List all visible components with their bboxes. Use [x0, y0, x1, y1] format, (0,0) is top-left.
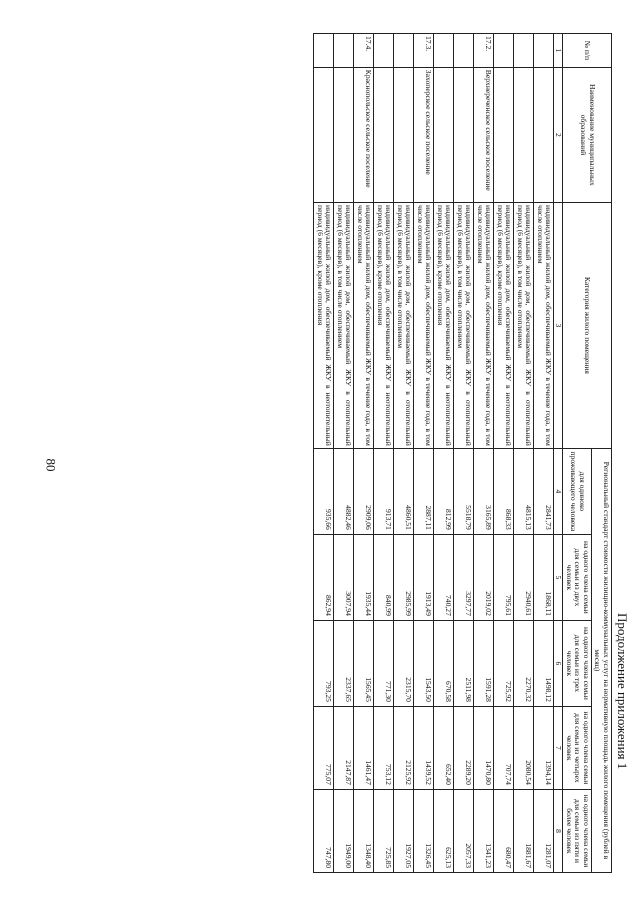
table-row: [494, 34, 514, 873]
row-number-cell: [514, 34, 534, 68]
row-number-cell: [374, 34, 394, 68]
value-cell: 913,71: [374, 448, 394, 534]
value-cell: 3165,89: [474, 448, 494, 534]
value-cell: 4882,46: [334, 448, 354, 534]
value-cell: 707,74: [494, 706, 514, 789]
table-row: [354, 34, 374, 873]
table-row: [394, 34, 414, 873]
header-c7: на одного члена семьи для семьи из четырех человек: [563, 706, 592, 789]
index-cell: 6: [554, 620, 563, 706]
value-cell: 812,99: [434, 448, 454, 534]
header-c4: для одиноко проживающего человека: [563, 448, 592, 534]
value-cell: 3007,94: [334, 534, 354, 620]
row-number-cell: [334, 34, 354, 68]
row-number-cell: 17.3.: [414, 34, 434, 68]
category-cell: индивидуальный жилой дом, обеспечиваемый ЖКУ в неотопительный период (6 месяцев), кроме отопления: [494, 203, 514, 449]
value-cell: 652,40: [434, 706, 454, 789]
value-cell: 2909,06: [354, 448, 374, 534]
value-cell: 5518,79: [454, 448, 474, 534]
value-cell: 2315,70: [394, 620, 414, 706]
table-row: [434, 34, 454, 873]
header-group: Региональный стандарт стоимости жилищно-коммунальных услуг на нормативную площадь жилого помещения (рублей в месяц): [592, 448, 612, 872]
category-cell: индивидуальный жилой дом, обеспечиваемый ЖКУ в отопительный период (6 месяцев), в том числе отоплением: [514, 203, 534, 449]
value-cell: 680,47: [494, 789, 514, 872]
value-cell: 1868,11: [534, 534, 554, 620]
index-cell: 4: [554, 448, 563, 534]
municipality-name-cell: [494, 67, 514, 202]
municipality-name-cell: [434, 67, 454, 202]
value-cell: 4815,13: [514, 448, 534, 534]
value-cell: 2057,33: [454, 789, 474, 872]
value-cell: 795,61: [494, 534, 514, 620]
header-name: Наименование муниципальных образований: [563, 67, 612, 202]
index-cell: 5: [554, 534, 563, 620]
value-cell: 1341,23: [474, 789, 494, 872]
index-cell: 7: [554, 706, 563, 789]
row-number-cell: 17.4.: [354, 34, 374, 68]
header-row: [592, 34, 612, 873]
category-cell: индивидуальный жилой дом, обеспечиваемый ЖКУ в течение года, в том числе отоплением: [414, 203, 434, 449]
municipality-name-cell: Верхнереченское сельское поселение: [474, 67, 494, 202]
row-number-cell: [434, 34, 454, 68]
value-cell: 2125,92: [394, 706, 414, 789]
value-cell: 1439,52: [414, 706, 434, 789]
table-row: [314, 34, 334, 873]
value-cell: 1326,45: [414, 789, 434, 872]
value-cell: 1935,44: [354, 534, 374, 620]
value-cell: 1565,45: [354, 620, 374, 706]
value-cell: 2841,73: [534, 448, 554, 534]
category-cell: индивидуальный жилой дом, обеспечиваемый ЖКУ в течение года, в том числе отоплением: [534, 203, 554, 449]
value-cell: 771,30: [374, 620, 394, 706]
value-cell: 2337,65: [334, 620, 354, 706]
table-row: [454, 34, 474, 873]
value-cell: 862,94: [314, 534, 334, 620]
category-cell: индивидуальный жилой дом, обеспечиваемый ЖКУ в отопительный период (6 месяцев), в том числе отоплением: [334, 203, 354, 449]
row-number-cell: 17.2.: [474, 34, 494, 68]
value-cell: 625,13: [434, 789, 454, 872]
index-cell: 8: [554, 789, 563, 872]
value-cell: 2019,02: [474, 534, 494, 620]
category-cell: индивидуальный жилой дом, обеспечиваемый ЖКУ в течение года, в том числе отоплением: [474, 203, 494, 449]
value-cell: 2940,61: [514, 534, 534, 620]
value-cell: 2289,20: [454, 706, 474, 789]
category-cell: индивидуальный жилой дом, обеспечиваемый ЖКУ в течение года, в том числе отоплением: [354, 203, 374, 449]
rates-table: [313, 33, 612, 873]
value-cell: 2270,32: [514, 620, 534, 706]
continuation-title: Продолжение приложения 1: [615, 613, 630, 770]
municipality-name-cell: [334, 67, 354, 202]
value-cell: 4860,51: [394, 448, 414, 534]
value-cell: 753,12: [374, 706, 394, 789]
category-cell: индивидуальный жилой дом, обеспечиваемый ЖКУ в отопительный период (6 месяцев), в том числе отоплением: [454, 203, 474, 449]
value-cell: 2147,87: [334, 706, 354, 789]
table-row: [374, 34, 394, 873]
table-row: [414, 34, 434, 873]
header-c6: на одного члена семьи для семьи из трех человек: [563, 620, 592, 706]
value-cell: 1461,47: [354, 706, 374, 789]
value-cell: 1394,14: [534, 706, 554, 789]
rotated-page: [40, 33, 640, 873]
value-cell: 1281,07: [534, 789, 554, 872]
index-row: [554, 34, 563, 873]
value-cell: 2080,54: [514, 706, 534, 789]
table-body: [314, 34, 554, 873]
municipality-name-cell: Краснопольское сельское поселение: [354, 67, 374, 202]
value-cell: 2985,99: [394, 534, 414, 620]
value-cell: 1470,80: [474, 706, 494, 789]
value-cell: 1543,50: [414, 620, 434, 706]
municipality-name-cell: [514, 67, 534, 202]
category-cell: индивидуальный жилой дом, обеспечиваемый ЖКУ в неотопительный период (6 месяцев), кроме отопления: [374, 203, 394, 449]
row-number-cell: [494, 34, 514, 68]
value-cell: 3297,77: [454, 534, 474, 620]
table-row: [334, 34, 354, 873]
row-number-cell: [394, 34, 414, 68]
table-row: [474, 34, 494, 873]
value-cell: 747,80: [314, 789, 334, 872]
header-c8: на одного члена семьи для семьи из пяти и более человек: [563, 789, 592, 872]
index-cell: 2: [554, 67, 563, 202]
header-no: № п/п: [563, 34, 612, 68]
row-number-cell: [534, 34, 554, 68]
category-cell: индивидуальный жилой дом, обеспечиваемый ЖКУ в неотопительный период (6 месяцев), кроме отопления: [314, 203, 334, 449]
value-cell: 1881,67: [514, 789, 534, 872]
value-cell: 1591,28: [474, 620, 494, 706]
value-cell: 1498,12: [534, 620, 554, 706]
row-number-cell: [454, 34, 474, 68]
value-cell: 935,66: [314, 448, 334, 534]
category-cell: индивидуальный жилой дом, обеспечиваемый ЖКУ в неотопительный период (6 месяцев), кроме отопления: [434, 203, 454, 449]
municipality-name-cell: [374, 67, 394, 202]
municipality-name-cell: [314, 67, 334, 202]
value-cell: 2887,11: [414, 448, 434, 534]
category-cell: индивидуальный жилой дом, обеспечиваемый ЖКУ в отопительный период (6 месяцев), в том числе отоплением: [394, 203, 414, 449]
municipality-name-cell: [394, 67, 414, 202]
value-cell: 1913,49: [414, 534, 434, 620]
value-cell: 793,25: [314, 620, 334, 706]
municipality-name-cell: Захоперское сельское поселение: [414, 67, 434, 202]
table-row: [534, 34, 554, 873]
index-cell: 3: [554, 203, 563, 449]
value-cell: 1949,00: [334, 789, 354, 872]
header-c5: на одного члена семьи для семьи из двух человек: [563, 534, 592, 620]
value-cell: 2511,98: [454, 620, 474, 706]
value-cell: 670,58: [434, 620, 454, 706]
value-cell: 1927,05: [394, 789, 414, 872]
value-cell: 725,92: [494, 620, 514, 706]
value-cell: 725,85: [374, 789, 394, 872]
value-cell: 868,33: [494, 448, 514, 534]
value-cell: 1348,40: [354, 789, 374, 872]
municipality-name-cell: [454, 67, 474, 202]
value-cell: 740,27: [434, 534, 454, 620]
table-row: [514, 34, 534, 873]
value-cell: 840,99: [374, 534, 394, 620]
index-cell: 1: [554, 34, 563, 68]
value-cell: 775,07: [314, 706, 334, 789]
header-category: Категория жилого помещения: [563, 203, 612, 449]
municipality-name-cell: [534, 67, 554, 202]
page-number-text: 80: [43, 458, 58, 472]
row-number-cell: [314, 34, 334, 68]
